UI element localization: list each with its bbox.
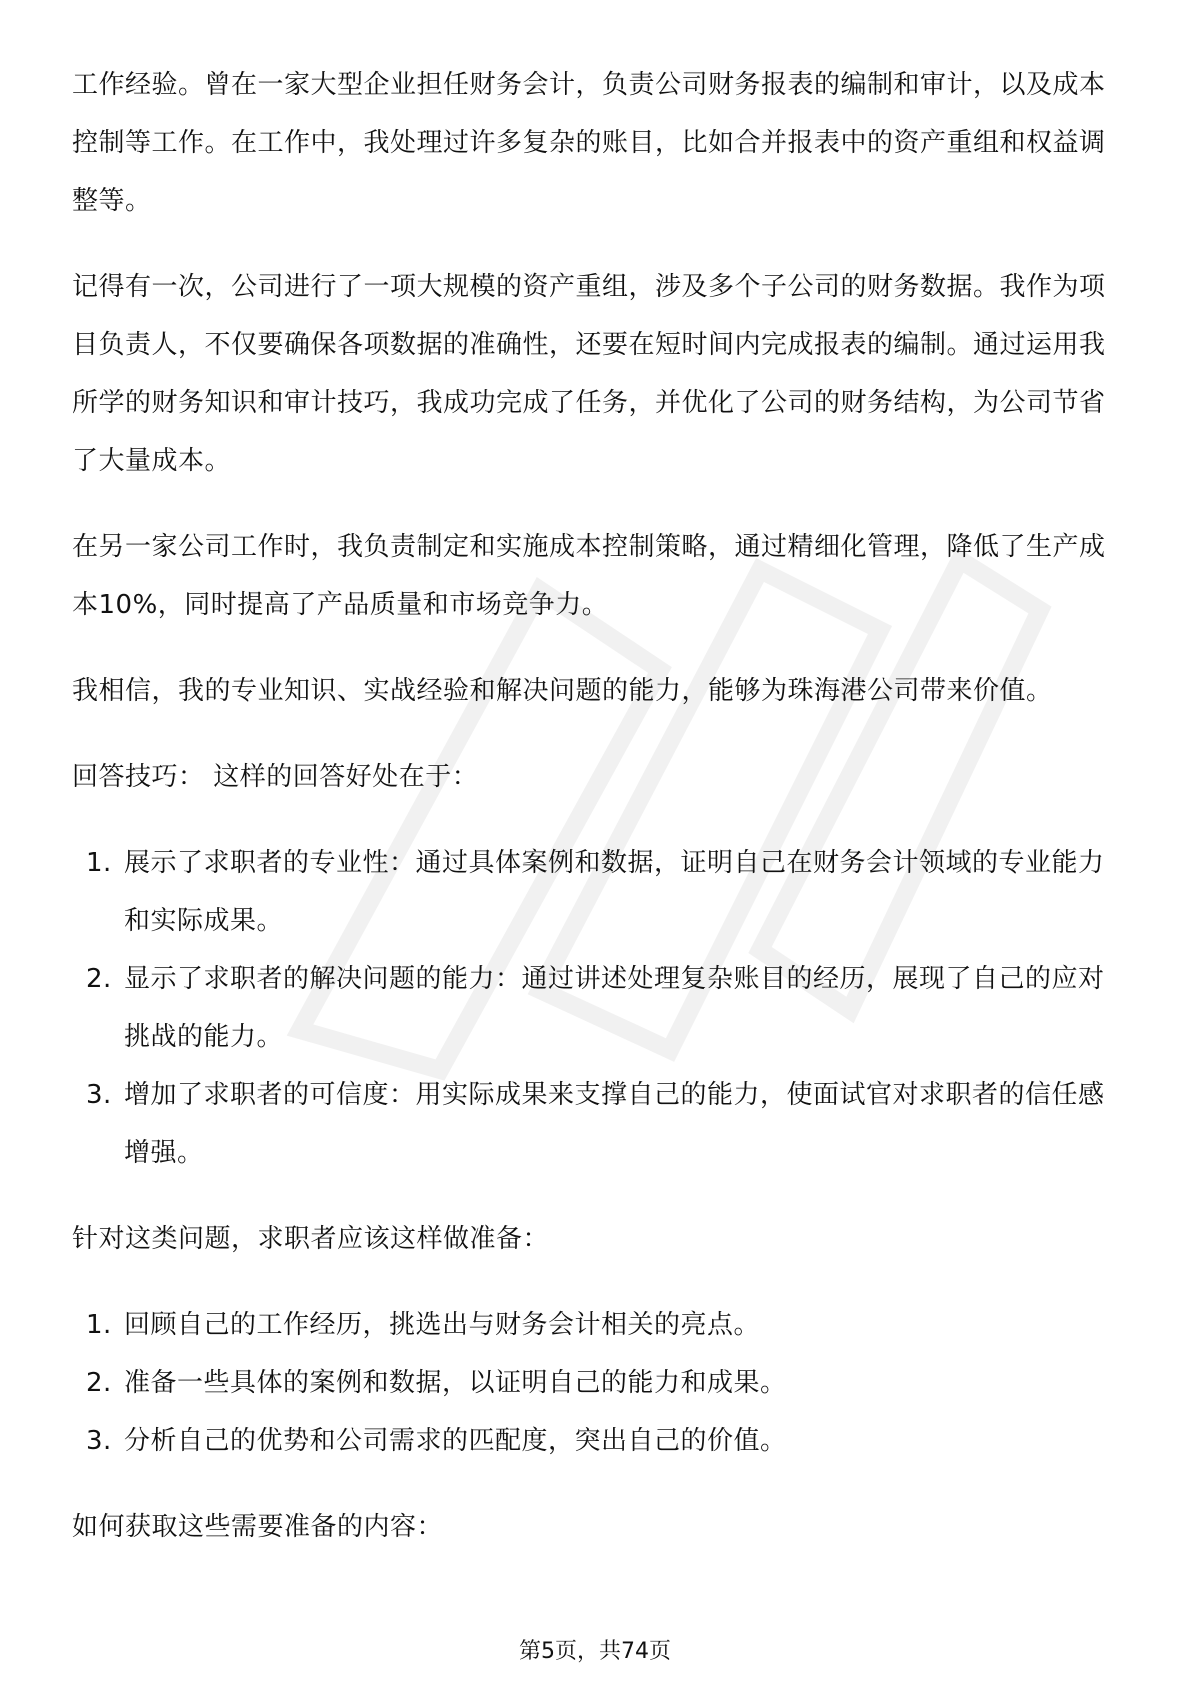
answer-benefits-list <box>72 834 1122 1182</box>
list-number: 1. <box>86 1310 112 1340</box>
list-number: 3. <box>86 1080 112 1110</box>
list-item-text: 展示了求职者的专业性：通过具体案例和数据，证明自己在财务会计领域的专业能力和实际成果。 <box>124 848 1105 936</box>
list-item-text: 显示了求职者的解决问题的能力：通过讲述处理复杂账目的经历，展现了自己的应对挑战的能力。 <box>124 964 1105 1052</box>
list-number: 3. <box>86 1426 112 1456</box>
paragraph-value-statement: 我相信，我的专业知识、实战经验和解决问题的能力，能够为珠海港公司带来价值。 <box>72 676 1053 706</box>
paragraph-answer-tips: 回答技巧： 这样的回答好处在于： <box>72 762 479 792</box>
list-number: 2. <box>86 1368 112 1398</box>
paragraph-cost-control: 在另一家公司工作时，我负责制定和实施成本控制策略，通过精细化管理，降低了生产成本10%，同时提高了产品质量和市场竞争力。 <box>72 532 1106 620</box>
page-footer: 第5页，共74页 <box>519 1639 671 1664</box>
list-number: 1. <box>86 848 112 878</box>
list-number: 2. <box>86 964 112 994</box>
paragraph-asset-restructuring: 记得有一次，公司进行了一项大规模的资产重组，涉及多个子公司的财务数据。我作为项目负责人，不仅要确保各项数据的准确性，还要在短时间内完成报表的编制。通过运用我所学的财务知识和审计技巧，我成功完成了任务，并优化了公司的财务结构，为公司节省了大量成本。 <box>72 272 1106 476</box>
list-item-text: 增加了求职者的可信度：用实际成果来支撑自己的能力，使面试官对求职者的信任感增强。 <box>124 1080 1105 1168</box>
paragraph-how-to-obtain: 如何获取这些需要准备的内容： <box>72 1512 444 1542</box>
list-item <box>72 1412 1122 1470</box>
paragraph-preparation-intro: 针对这类问题，求职者应该这样做准备： <box>72 1224 550 1254</box>
list-item <box>72 950 1122 1066</box>
list-item-text: 回顾自己的工作经历，挑选出与财务会计相关的亮点。 <box>124 1310 761 1340</box>
list-item <box>72 1296 1122 1354</box>
document-content <box>72 56 1122 1584</box>
list-item <box>72 1066 1122 1182</box>
list-item <box>72 1354 1122 1412</box>
list-item-text: 分析自己的优势和公司需求的匹配度，突出自己的价值。 <box>124 1426 787 1456</box>
list-item-text: 准备一些具体的案例和数据，以证明自己的能力和成果。 <box>124 1368 787 1398</box>
paragraph-work-experience: 工作经验。曾在一家大型企业担任财务会计，负责公司财务报表的编制和审计，以及成本控制等工作。在工作中，我处理过许多复杂的账目，比如合并报表中的资产重组和权益调整等。 <box>72 70 1106 216</box>
list-item <box>72 834 1122 950</box>
preparation-steps-list <box>72 1296 1122 1470</box>
